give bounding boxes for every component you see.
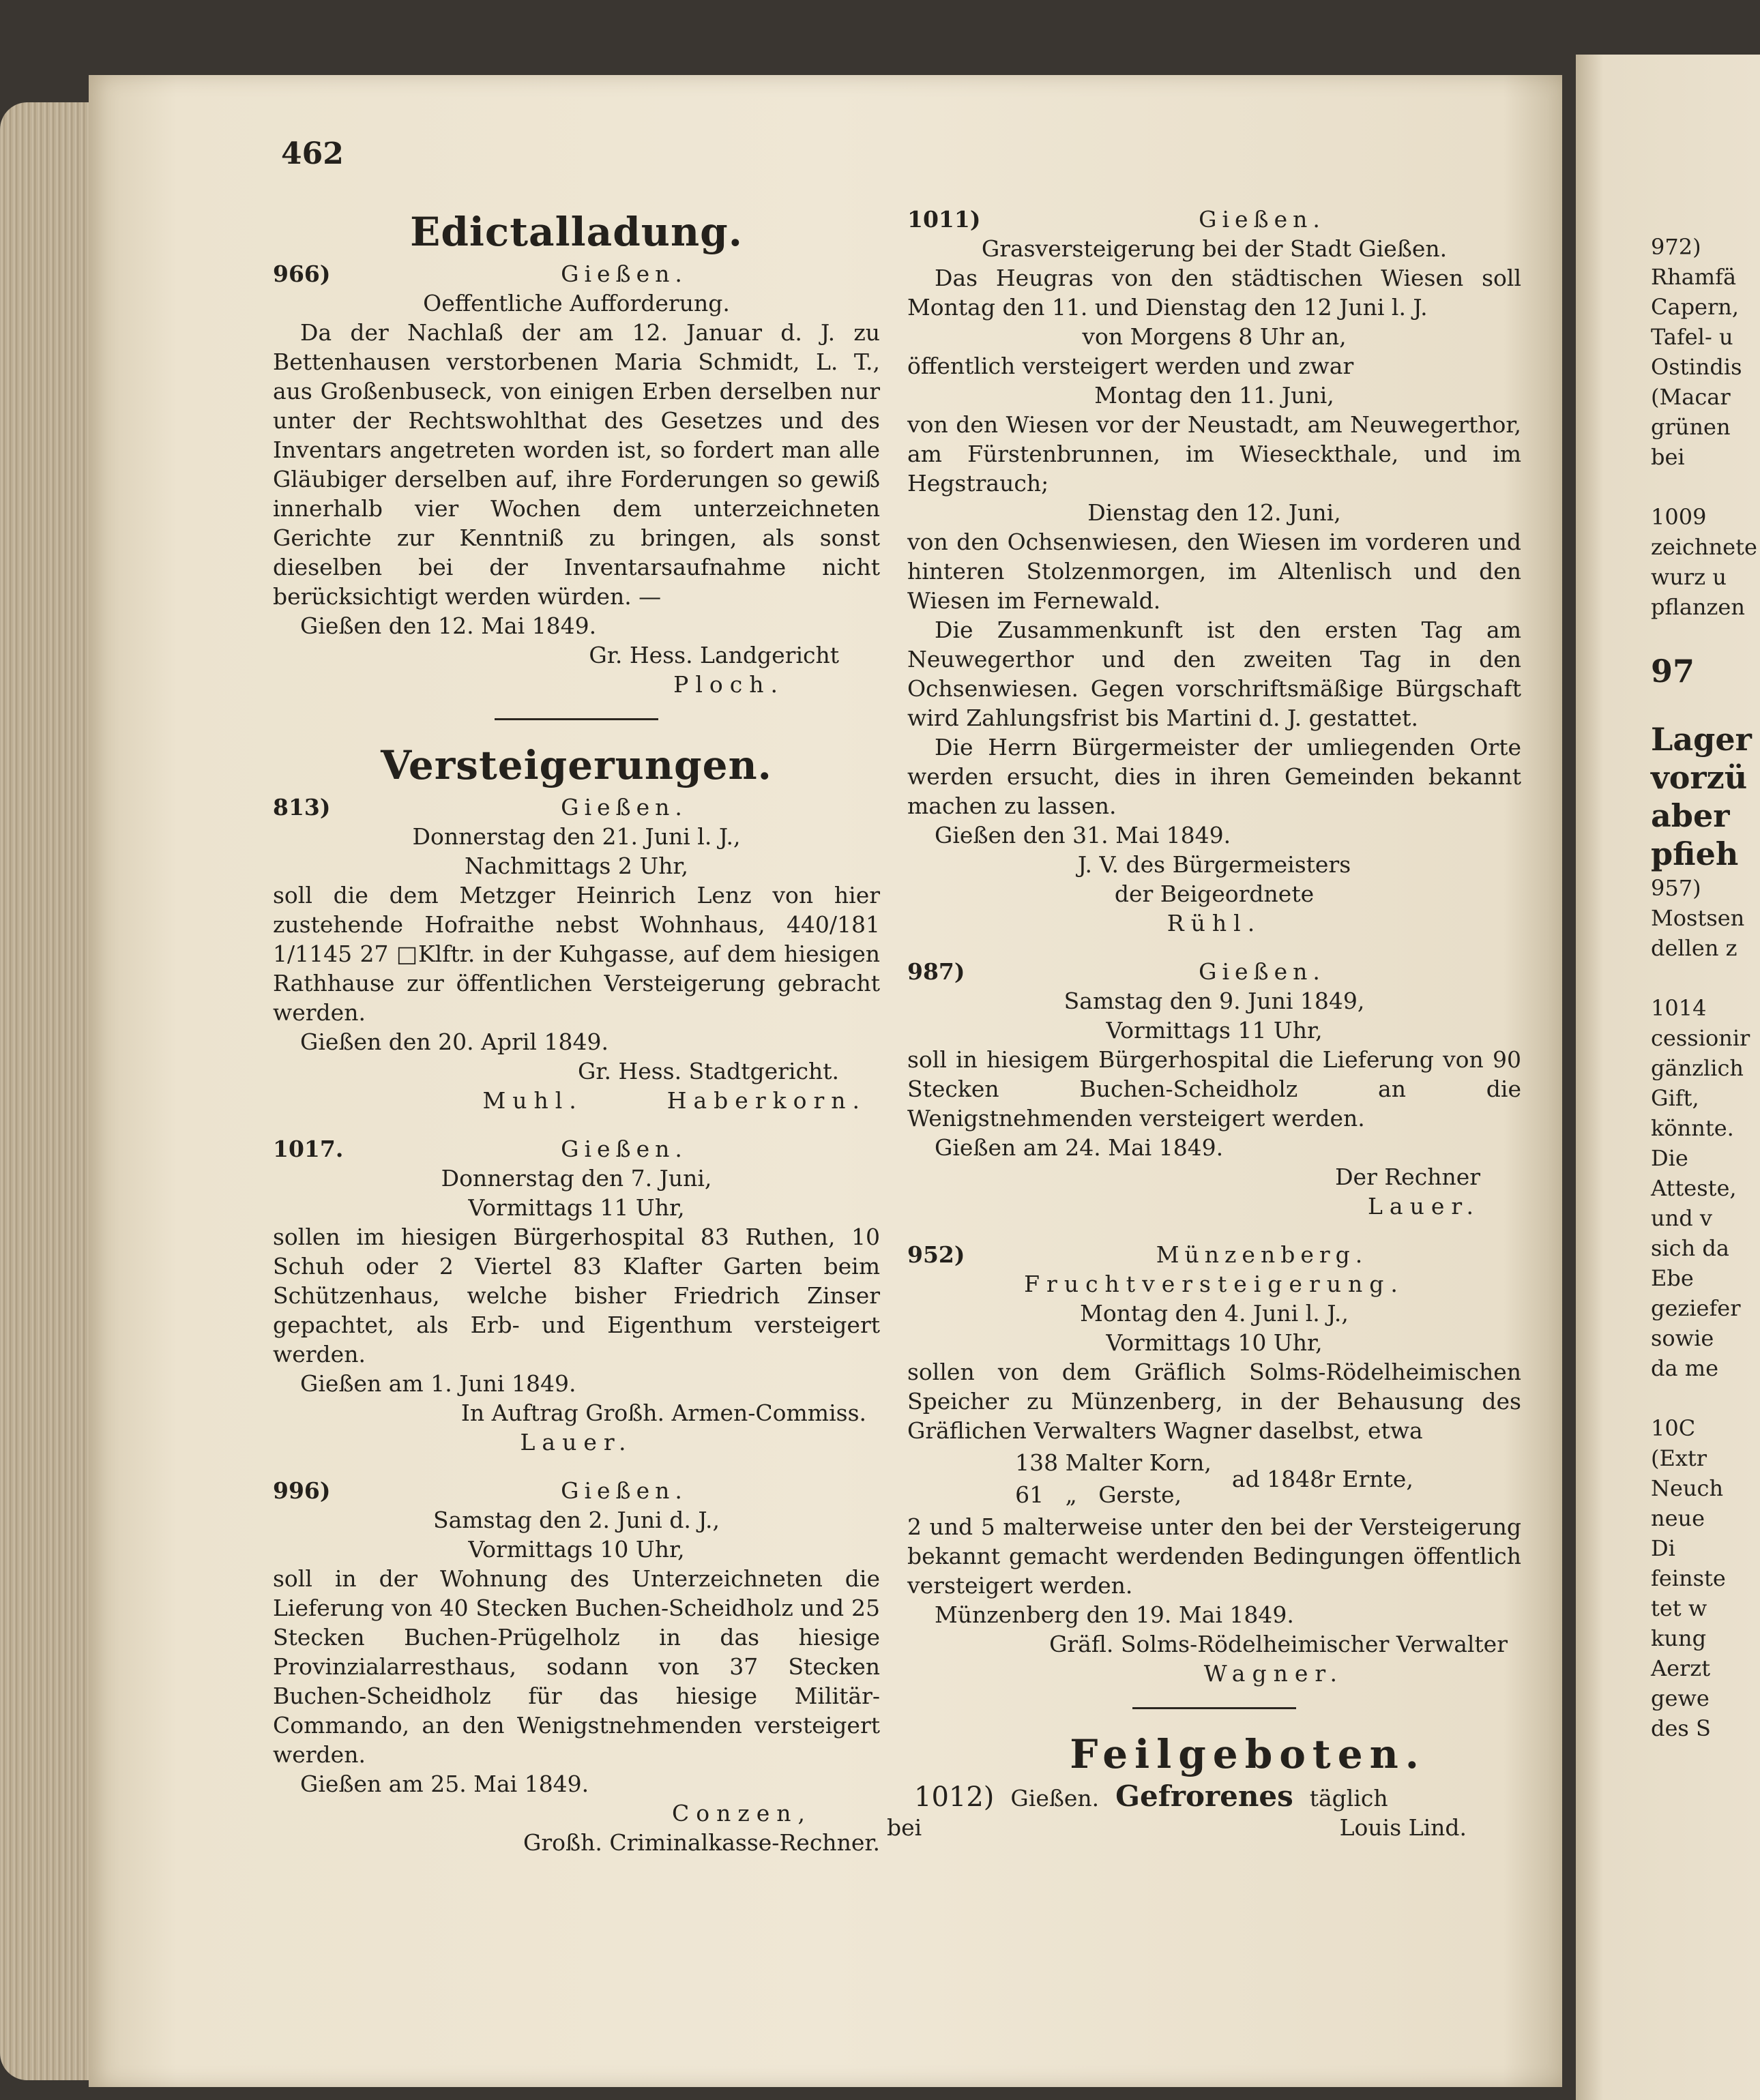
- entry-body: Da der Nachlaß der am 12. Januar d. J. zu Bettenhausen verstorbenen Maria Schmidt, L. T., aus Großenbuseck, von einigen Erben derselben nur unter der Rechtswohlthat des Gesetzes und des Inventars angetreten worden ist, so fordert man alle Gläubiger derselben auf, ihre Forderungen so gewiß innerhalb vier Wochen dem unterzeichneten Gerichte zur Kenntniß zu bringen, als sonst dieselben bei der Inventarsaufnahme nicht berücksichtigt werden würden. —: [273, 319, 880, 610]
- next-page-fragment: wurz u: [1651, 564, 1727, 590]
- entry-signature: Gr. Hess. Stadtgericht.: [577, 1058, 839, 1084]
- next-page-fragment: 972): [1651, 234, 1701, 260]
- offer-text: bei: [887, 1814, 922, 1841]
- next-page-fragment: (Macar: [1651, 384, 1731, 410]
- entry-signature-name: Rühl.: [1167, 910, 1262, 936]
- next-page-fragment: Capern,: [1651, 294, 1740, 320]
- entry-number: 1017.: [273, 1136, 344, 1162]
- entry-signature-name: Muhl. Haberkorn.: [482, 1087, 866, 1114]
- entry-number: 1012): [914, 1781, 995, 1813]
- next-page-fragment: pflanzen: [1651, 594, 1745, 620]
- next-page-fragment: Mostsen: [1651, 905, 1745, 931]
- entry-date: Gießen am 25. Mai 1849.: [300, 1771, 589, 1797]
- next-page-fragment: 97: [1651, 653, 1695, 690]
- next-page-fragment: pfieh: [1651, 835, 1739, 872]
- next-page-fragment: Aerzt: [1651, 1655, 1711, 1681]
- entry-place: Münzenberg.: [1156, 1241, 1368, 1268]
- next-page-fragment: [1651, 963, 1760, 993]
- entry-813: [273, 793, 880, 1115]
- entry-time-line: Vormittags 10 Uhr,: [1106, 1329, 1323, 1356]
- entry-time-line: Vormittags 11 Uhr,: [468, 1194, 685, 1221]
- entry-time-line: Vormittags 11 Uhr,: [1106, 1017, 1323, 1044]
- entry-place: Gießen.: [561, 1136, 688, 1162]
- entry-heading: Grasversteigerung bei der Stadt Gießen.: [981, 235, 1448, 262]
- next-page-fragment: und v: [1651, 1205, 1712, 1231]
- next-page-fragment: tet w: [1651, 1595, 1707, 1621]
- entry-paragraph: von den Ochsenwiesen, den Wiesen im vorderen und hinteren Stolzenmorgen, im Altenlisch und den Wiesen im Fernewald.: [907, 529, 1521, 614]
- next-page-fragment: bei: [1651, 444, 1685, 470]
- entry-date-line: Samstag den 2. Juni d. J.,: [433, 1507, 720, 1533]
- entry-paragraph: von den Wiesen vor der Neustadt, am Neuwegerthor, am Fürstenbrunnen, im Wieseckthale, und im Hegstrauch;: [907, 411, 1521, 497]
- entry-987: [907, 957, 1521, 1221]
- entry-heading: Oeffentliche Aufforderung.: [423, 290, 730, 316]
- next-page-fragment: [1651, 690, 1760, 720]
- next-page-fragment: Neuch: [1651, 1475, 1724, 1501]
- entry-date: Münzenberg den 19. Mai 1849.: [935, 1601, 1294, 1628]
- entry-date: Gießen den 12. Mai 1849.: [300, 612, 597, 639]
- next-page-fragment: Ebe: [1651, 1265, 1694, 1291]
- entry-signature: J. V. des Bürgermeisters: [1077, 851, 1351, 878]
- next-page-fragment: Tafel- u: [1651, 324, 1733, 350]
- entry-signature-title: der Beigeordnete: [1114, 881, 1315, 907]
- next-page-fragment: [1651, 472, 1760, 502]
- entry-date-line: Donnerstag den 7. Juni,: [441, 1165, 712, 1192]
- entry-place: Gießen.: [561, 1477, 688, 1504]
- next-page-fragment: könnte.: [1651, 1115, 1734, 1141]
- next-page-fragment: Gift,: [1651, 1085, 1699, 1111]
- entry-signature: Gräfl. Solms-Rödelheimischer Verwalter: [1049, 1631, 1508, 1657]
- entry-number: 996): [273, 1477, 331, 1504]
- section-title-auctions: Versteigerungen.: [381, 742, 772, 788]
- entry-signature-name: Lauer.: [1367, 1193, 1480, 1219]
- entry-heading: Fruchtversteigerung.: [1024, 1271, 1405, 1297]
- next-page-fragment: des S: [1651, 1715, 1711, 1741]
- next-page-fragment: cessionir: [1651, 1025, 1750, 1051]
- next-page-fragment: (Extr: [1651, 1445, 1707, 1471]
- entry-body: soll in hiesigem Bürgerhospital die Lieferung von 90 Stecken Buchen-Scheidholz an die Wenigstnehmenden versteigert werden.: [907, 1046, 1521, 1132]
- left-column: [273, 205, 880, 1876]
- page-number: 462: [281, 136, 344, 171]
- entry-996: [273, 1476, 880, 1857]
- entry-paragraph: Die Zusammenkunft ist den ersten Tag am Neuwegerthor und den zweiten Tag in den Ochsenwiesen. Gegen vorschriftsmäßige Bürgschaft wird Zahlungsfrist bis Martini d. J. gestattet.: [907, 617, 1521, 731]
- grain-note: ad 1848r Ernte,: [1231, 1465, 1413, 1492]
- entry-date-line: Samstag den 9. Juni 1849,: [1064, 988, 1365, 1014]
- grain-item: 61 „ Gerste,: [1015, 1481, 1182, 1508]
- next-page-fragment: vorzü: [1651, 759, 1748, 796]
- right-column: [887, 205, 1521, 1861]
- next-page-fragment: Die: [1651, 1145, 1688, 1171]
- entry-paragraph: Das Heugras von den städtischen Wiesen soll Montag den 11. und Dienstag den 12 Juni l. J.: [907, 265, 1521, 321]
- entry-number: 952): [907, 1241, 965, 1268]
- entry-place: Gießen.: [1199, 206, 1325, 233]
- next-page-fragments: [1651, 232, 1760, 1743]
- entry-signature-title: Großh. Criminalkasse-Rechner.: [523, 1829, 880, 1856]
- entry-paragraph: Die Herrn Bürgermeister der umliegenden Orte werden ersucht, dies in ihren Gemeinden bekannt machen zu lassen.: [907, 734, 1521, 819]
- next-page-fragment: zeichnete: [1651, 534, 1757, 560]
- offer-item: Gefrorenes: [1115, 1779, 1293, 1813]
- divider: [495, 718, 658, 720]
- next-page-fragment: Rhamfä: [1651, 264, 1737, 290]
- grain-list: [907, 1445, 1521, 1512]
- entry-place: Gießen.: [561, 261, 688, 287]
- entry-signature: Der Rechner: [1335, 1164, 1480, 1190]
- entry-day: Montag den 11. Juni,: [1094, 382, 1334, 409]
- entry-signature-name: Ploch.: [673, 671, 784, 698]
- next-page-fragment: [1651, 622, 1760, 652]
- offer-signature: Louis Lind.: [1339, 1814, 1467, 1841]
- entry-signature: Gr. Hess. Landgericht: [589, 642, 839, 668]
- entry-date: Gießen am 1. Juni 1849.: [300, 1370, 576, 1397]
- entry-date: Gießen den 31. Mai 1849.: [935, 822, 1231, 848]
- entry-number: 987): [907, 958, 965, 985]
- entry-1017: [273, 1134, 880, 1457]
- entry-date-line: Donnerstag den 21. Juni l. J.,: [412, 823, 741, 850]
- next-page-fragment: 1014: [1651, 995, 1707, 1021]
- entry-signature: In Auftrag Großh. Armen-Commiss.: [460, 1400, 866, 1426]
- next-page-fragment: dellen z: [1651, 935, 1737, 961]
- offer-text: täglich: [1309, 1785, 1388, 1811]
- section-title-offered: Feilgeboten.: [1070, 1731, 1426, 1777]
- next-page-fragment: sich da: [1651, 1235, 1729, 1261]
- next-page-fragment: 1009: [1651, 504, 1707, 530]
- entry-time-line: Vormittags 10 Uhr,: [468, 1536, 685, 1563]
- entry-signature: Conzen,: [671, 1800, 812, 1827]
- next-page-fragment: 957): [1651, 875, 1701, 901]
- next-page-fragment: gänzlich: [1651, 1055, 1744, 1081]
- next-page-fragment: neue: [1651, 1505, 1705, 1531]
- entry-952: [907, 1240, 1521, 1688]
- entry-time-line: Nachmittags 2 Uhr,: [464, 853, 689, 879]
- next-page-fragment: grünen: [1651, 414, 1731, 440]
- next-page-fragment: Lager: [1651, 721, 1752, 758]
- grain-item: 138 Malter Korn,: [1015, 1449, 1212, 1476]
- entry-1011: [907, 205, 1521, 938]
- next-page-fragment: Ostindis: [1651, 354, 1742, 380]
- next-page-fragment: Di: [1651, 1535, 1675, 1561]
- entry-body: soll in der Wohnung des Unterzeichneten die Lieferung von 40 Stecken Buchen-Scheidholz und 25 Stecken Buchen-Prügelholz in das hiesige Provinzialarresthaus, sodann von 37 Stecken Buchen-Scheidholz für das hiesige Militär-Commando, an den Wenigstnehmenden versteigert werden.: [273, 1565, 880, 1768]
- entry-date-line: Montag den 4. Juni l. J.,: [1080, 1300, 1349, 1327]
- entry-line: von Morgens 8 Uhr an,: [1082, 323, 1347, 350]
- entry-date: Gießen den 20. April 1849.: [300, 1029, 608, 1055]
- next-page-fragment: 10C: [1651, 1415, 1696, 1441]
- entry-body: 2 und 5 malterweise unter den bei der Versteigerung bekannt gemacht werdenden Bedingungen öffentlich versteigert werden.: [907, 1513, 1521, 1599]
- entry-place: Gießen.: [561, 794, 688, 820]
- next-page-fragment: feinste: [1651, 1565, 1726, 1591]
- entry-signature-name: Lauer.: [520, 1429, 633, 1455]
- next-page-fragment: geziefer: [1651, 1295, 1741, 1321]
- entry-body: soll die dem Metzger Heinrich Lenz von hier zustehende Hofraithe nebst Wohnhaus, 440/181 1/1145 27 □Klftr. in der Kuhgasse, auf dem hiesigen Rathhause zur öffentlichen Versteigerung gebracht werden.: [273, 882, 880, 1026]
- divider: [1132, 1707, 1296, 1709]
- entry-number: 813): [273, 794, 331, 820]
- entry-date: Gießen am 24. Mai 1849.: [935, 1134, 1224, 1161]
- entry-line: öffentlich versteigert werden und zwar: [907, 353, 1354, 379]
- entry-place: Gießen.: [1010, 1785, 1100, 1811]
- entry-number: 1011): [907, 206, 981, 233]
- entry-place: Gießen.: [1199, 958, 1325, 985]
- next-page-fragment: gewe: [1651, 1685, 1710, 1711]
- next-page-fragment: Atteste,: [1651, 1175, 1737, 1201]
- next-page-fragment: da me: [1651, 1355, 1719, 1381]
- next-page-fragment: kung: [1651, 1625, 1707, 1651]
- entry-signature-name: Wagner.: [1203, 1660, 1344, 1687]
- entry-number: 966): [273, 261, 331, 287]
- section-title-edict: Edictalladung.: [410, 209, 743, 255]
- next-page-fragment: sowie: [1651, 1325, 1714, 1351]
- entry-day: Dienstag den 12. Juni,: [1087, 499, 1341, 526]
- next-page-fragment: aber: [1651, 797, 1730, 834]
- entry-body: sollen im hiesigen Bürgerhospital 83 Ruthen, 10 Schuh oder 2 Viertel 83 Klafter Garten beim Schützenhaus, welche bisher Friedrich Zinser gepachtet, als Erb- und Eigenthum versteigert werden.: [273, 1224, 880, 1367]
- entry-966: [273, 259, 880, 699]
- entry-body: sollen von dem Gräflich Solms-Rödelheimischen Speicher zu Münzenberg, in der Behausung des Gräflichen Verwalters Wagner daselbst, etwa: [907, 1359, 1521, 1444]
- section-offered: [887, 1727, 1521, 1842]
- offer-line: [907, 1781, 1521, 1813]
- next-page-fragment: [1651, 1383, 1760, 1413]
